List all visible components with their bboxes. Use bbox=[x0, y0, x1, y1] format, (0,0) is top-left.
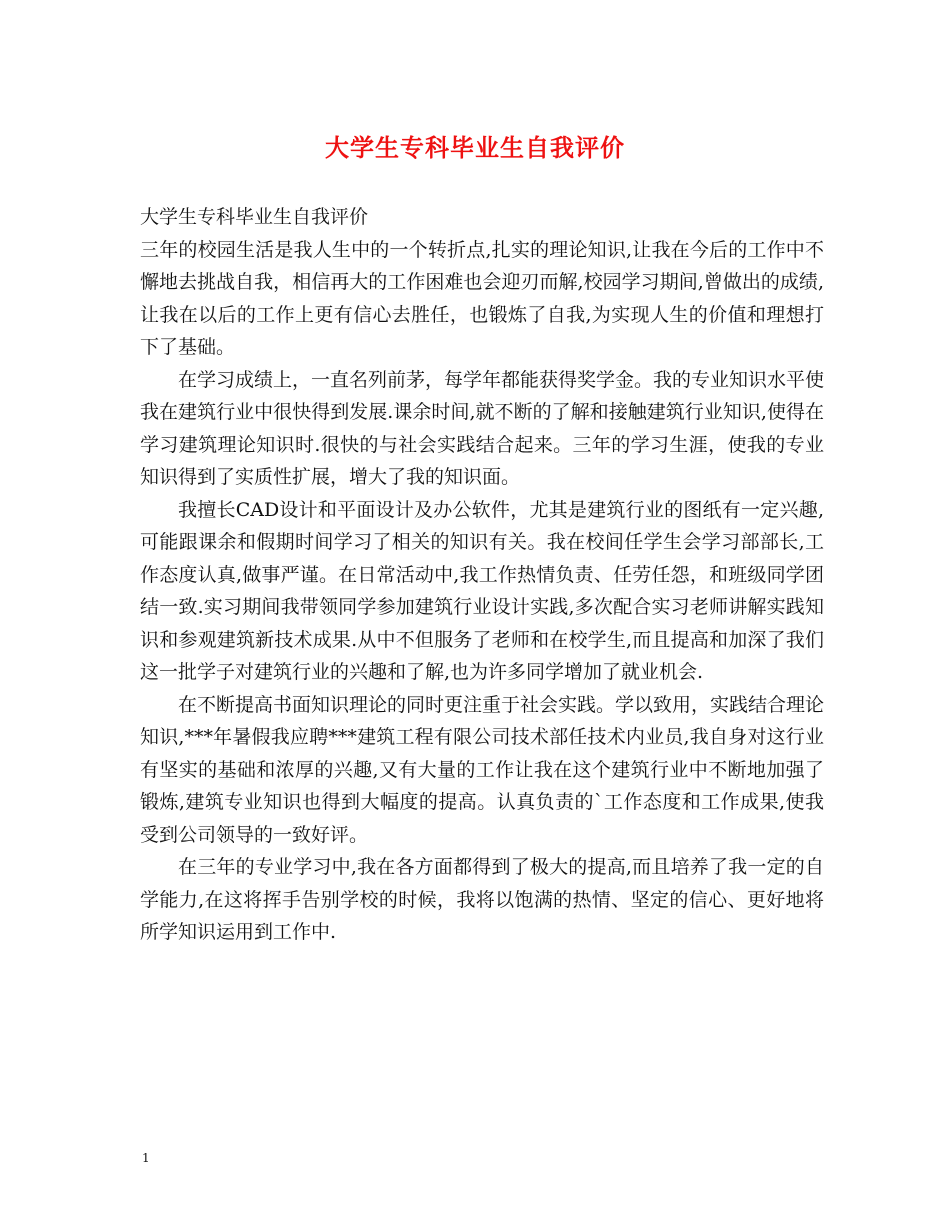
paragraph-intro: 三年的校园生活是我人生中的一个转折点,扎实的理论知识,让我在今后的工作中不懈地去挑战自我，相信再大的工作困难也会迎刃而解,校园学习期间,曾做出的成绩,让我在以后的工作上更有信心去胜任，也锻炼了自我,为实现人生的价值和理想打下了基础。 bbox=[140, 238, 824, 358]
paragraph-skills: 我擅长CAD设计和平面设计及办公软件，尤其是建筑行业的图纸有一定兴趣,可能跟课余和假期时间学习了相关的知识有关。我在校间任学生会学习部部长,工作态度认真,做事严谨。在日常活动中,我工作热情负责、任劳任怨，和班级同学团结一致.实习期间我带领同学参加建筑行业设计实践,多次配合实习老师讲解实践知识和参观建筑新技术成果.从中不但服务了老师和在校学生,而且提高和加深了我们这一批学子对建筑行业的兴趣和了解,也为许多同学增加了就业机会. bbox=[140, 498, 824, 683]
paragraph-conclusion: 在三年的专业学习中,我在各方面都得到了极大的提高,而且培养了我一定的自学能力,在这将挥手告别学校的时候，我将以饱满的热情、坚定的信心、更好地将所学知识运用到工作中. bbox=[140, 856, 824, 943]
document-body bbox=[140, 201, 824, 949]
document-title: 大学生专科毕业生自我评价 bbox=[325, 133, 625, 162]
document-subtitle: 大学生专科毕业生自我评价 bbox=[140, 206, 369, 228]
paragraph-practice: 在不断提高书面知识理论的同时更注重于社会实践。学以致用，实践结合理论知识,***年暑假我应聘***建筑工程有限公司技术部任技术内业员,我自身对这行业有坚实的基础和浓厚的兴趣,又有大量的工作让我在这个建筑行业中不断地加强了锻炼,建筑专业知识也得到大幅度的提高。认真负责的`工作态度和工作成果,使我受到公司领导的一致好评。 bbox=[140, 693, 825, 846]
page-number: 1 bbox=[142, 1151, 150, 1165]
paragraph-academics: 在学习成绩上，一直名列前茅，每学年都能获得奖学金。我的专业知识水平使我在建筑行业中很快得到发展.课余时间,就不断的了解和接触建筑行业知识,使得在学习建筑理论知识时.很快的与社会实践结合起来。三年的学习生涯，使我的专业知识得到了实质性扩展，增大了我的知识面。 bbox=[140, 368, 825, 488]
